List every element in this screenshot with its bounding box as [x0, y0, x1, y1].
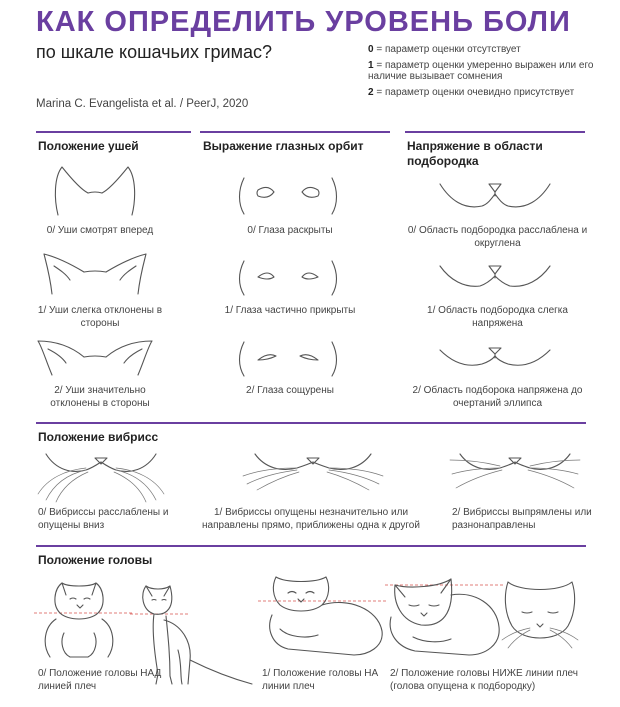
head-caption-0: 0/ Положение головы НАД линией плеч	[38, 668, 162, 692]
divider-whiskers	[36, 422, 586, 424]
section-title-whiskers: Положение вибрисс	[38, 430, 159, 444]
page-title: КАК ОПРЕДЕЛИТЬ УРОВЕНЬ БОЛИ	[36, 6, 571, 38]
ears-caption-0: 0/ Уши смотрят вперед	[46, 225, 154, 236]
legend-item-2: 2 = параметр оценки очевидно присутствует	[368, 87, 575, 98]
ears-illustration-2	[38, 333, 152, 378]
whiskers-illustration-2	[450, 454, 580, 499]
whiskers-illustration-0	[36, 454, 166, 504]
whiskers-caption-1: 1/ Вибриссы опущены незначительно или направлены прямо, приближены одна к другой	[202, 507, 420, 531]
divider-head	[36, 545, 586, 547]
muzzle-illustration-0	[440, 176, 550, 216]
divider-eyes	[200, 131, 390, 133]
eyes-illustration-1	[238, 255, 338, 300]
head-illustration-2a	[385, 575, 503, 665]
head-illustration-1	[258, 575, 388, 660]
legend-item-0: 0 = параметр оценки отсутствует	[368, 44, 521, 55]
section-title-eyes: Выражение глазных орбит	[203, 139, 364, 153]
section-title-ears: Положение ушей	[38, 139, 139, 153]
muzzle-caption-0: 0/ Область подбородка расслаблена и округлена	[407, 225, 588, 249]
eyes-caption-0: 0/ Глаза раскрыты	[247, 225, 333, 236]
divider-muzzle	[405, 131, 585, 133]
ears-illustration-1	[40, 246, 150, 296]
eyes-caption-2: 2/ Глаза сощурены	[246, 385, 334, 396]
whiskers-caption-2: 2/ Вибриссы выпрямлены или разнонаправлены	[452, 507, 592, 531]
head-caption-1: 1/ Положение головы НА линии плеч	[262, 668, 379, 692]
eyes-illustration-0	[238, 170, 338, 220]
score-legend	[368, 44, 616, 103]
eyes-caption-1: 1/ Глаза частично прикрыты	[224, 305, 356, 316]
page-subtitle: по шкале кошачьих гримас?	[36, 42, 272, 62]
eyes-illustration-2	[238, 336, 338, 381]
muzzle-caption-1: 1/ Область подбородка слегка напряжена	[427, 305, 568, 329]
head-caption-2: 2/ Положение головы НИЖЕ линии плеч (голова опущена к подбородку)	[390, 668, 578, 692]
whiskers-caption-0: 0/ Вибриссы расслаблены и опущены вниз	[38, 507, 169, 531]
muzzle-illustration-1	[440, 258, 550, 298]
divider-ears	[36, 131, 191, 133]
head-illustration-2b	[500, 578, 580, 658]
section-title-head: Положение головы	[38, 553, 153, 567]
muzzle-caption-2: 2/ Область подборока напряжена до очертаний эллипса	[412, 385, 583, 409]
head-illustration-0a	[34, 575, 134, 660]
legend-item-1: 1 = параметр оценки умеренно выражен или его наличие вызывает сомнения	[368, 60, 594, 82]
author-credit: Marina C. Evangelista et al. / PeerJ, 2020	[36, 98, 249, 110]
ears-caption-1: 1/ Уши слегка отклонены в стороны	[37, 305, 163, 329]
ears-caption-2: 2/ Уши значительно отклонены в стороны	[50, 385, 150, 409]
muzzle-illustration-2	[440, 340, 550, 380]
whiskers-illustration-1	[243, 454, 383, 499]
section-title-muzzle: Напряжение в области подбородка	[407, 139, 543, 168]
ears-illustration-0	[40, 163, 150, 223]
